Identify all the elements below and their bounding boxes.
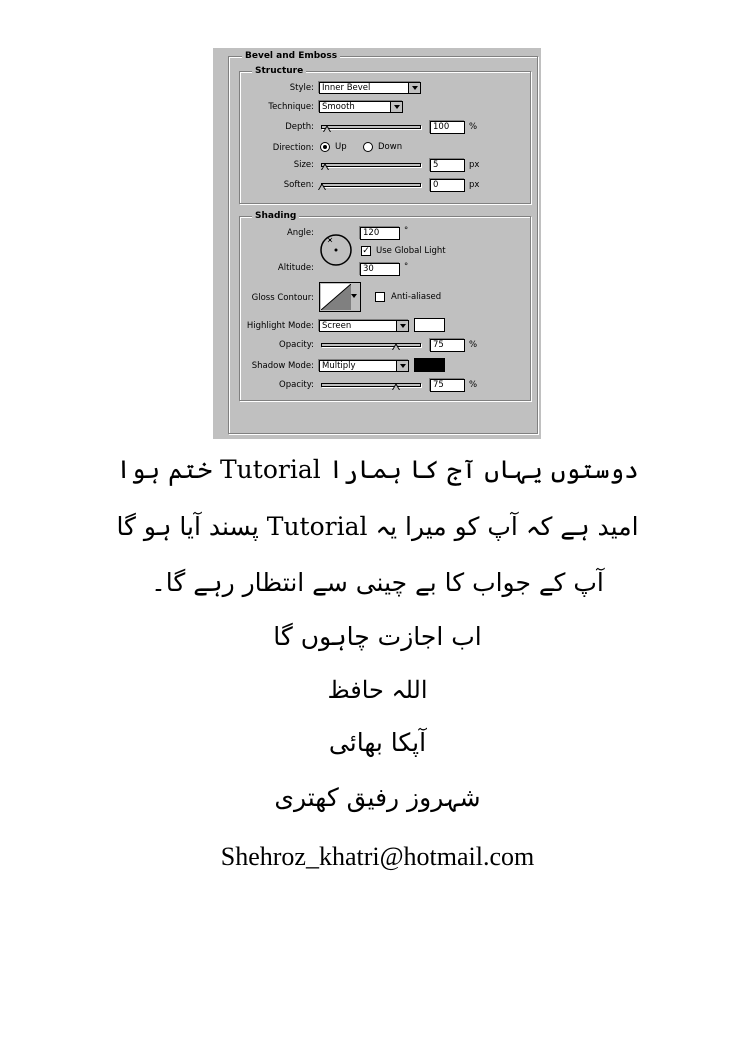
shadow-mode-dropdown[interactable] [319,360,409,372]
highlight-mode-value: Screen [322,321,352,331]
depth-label: Depth: [285,122,314,132]
message-line-2: امید ہے کہ آپ کو میرا یہ Tutorial پسند آیا ہو گا [116,512,639,541]
shadow-mode-label: Shadow Mode: [251,361,314,371]
gloss-contour-label: Gloss Contour: [251,293,314,303]
use-global-light-label[interactable]: Use Global Light [376,246,446,256]
soften-label: Soften: [283,180,314,190]
altitude-label: Altitude: [277,263,314,273]
structure-legend: Structure [252,66,306,77]
bevel-emboss-dialog [213,48,541,439]
message-line-5: اللہ حافظ [327,676,428,704]
angle-label: Angle: [286,228,314,238]
shadow-opacity-unit: % [469,380,478,390]
highlight-mode-dropdown[interactable] [319,320,409,332]
angle-dial-icon[interactable] [319,233,353,267]
contour-preview-icon [321,284,351,310]
shading-legend: Shading [252,211,299,222]
style-label: Style: [289,83,314,93]
technique-dropdown[interactable] [319,101,403,113]
style-dropdown[interactable] [319,82,421,94]
anti-aliased-label[interactable]: Anti-aliased [391,292,442,302]
depth-slider[interactable] [321,125,421,129]
anti-aliased-checkbox[interactable] [375,292,385,302]
chevron-down-icon[interactable] [396,361,408,371]
soften-unit: px [469,180,480,190]
direction-down-radio[interactable] [363,142,373,152]
message-line-1: دوستوں یہاں آج کا ہمارا Tutorial ختم ہوا [116,455,639,484]
depth-unit: % [469,122,478,132]
direction-up-label[interactable]: Up [335,142,347,152]
size-label: Size: [293,160,314,170]
shadow-opacity-label: Opacity: [279,380,314,390]
highlight-mode-label: Highlight Mode: [246,321,314,331]
soften-slider[interactable] [321,183,421,187]
depth-slider-thumb[interactable] [323,125,331,132]
size-slider-thumb[interactable] [321,163,329,170]
highlight-color-swatch[interactable] [414,318,445,332]
depth-input[interactable]: 100 [430,121,465,134]
direction-label: Direction: [272,143,314,153]
soften-input[interactable]: 0 [430,179,465,192]
shadow-color-swatch[interactable] [414,358,445,372]
message-line-3: آپ کے جواب کا بے چینی سے انتظار رہے گا۔ [151,568,604,597]
style-value: Inner Bevel [322,83,371,93]
message-line-4: اب اجازت چاہوں گا [273,622,482,651]
shadow-opacity-input[interactable]: 75 [430,379,465,392]
message-line-6: آپکا بھائی [328,728,427,757]
highlight-opacity-unit: % [469,340,478,350]
message-line-7: شہروز رفیق کھتری [274,783,481,812]
chevron-down-icon[interactable] [396,321,408,331]
direction-up-radio[interactable] [320,142,330,152]
technique-label: Technique: [268,102,314,112]
shadow-opacity-slider[interactable] [321,383,421,387]
altitude-degree: ° [404,262,409,272]
chevron-down-icon[interactable] [390,102,402,112]
highlight-opacity-input[interactable]: 75 [430,339,465,352]
direction-down-label[interactable]: Down [378,142,403,152]
highlight-opacity-label: Opacity: [279,340,314,350]
angle-degree: ° [404,226,409,236]
shadow-opacity-slider-thumb[interactable] [392,383,400,390]
use-global-light-checkbox[interactable]: ✓ [362,246,370,256]
author-email[interactable]: Shehroz_khatri@hotmail.com [220,842,535,871]
shadow-mode-value: Multiply [322,361,356,371]
soften-slider-thumb[interactable] [318,183,326,190]
angle-input[interactable]: 120 [360,227,400,240]
chevron-down-icon[interactable] [408,83,420,93]
size-slider[interactable] [321,163,421,167]
chevron-down-icon[interactable] [351,294,357,298]
technique-value: Smooth [322,102,355,112]
highlight-opacity-slider[interactable] [321,343,421,347]
dialog-title: Bevel and Emboss [242,51,340,62]
size-input[interactable]: 5 [430,159,465,172]
highlight-opacity-slider-thumb[interactable] [392,343,400,350]
altitude-input[interactable]: 30 [360,263,400,276]
shading-group [239,216,531,401]
gloss-contour-picker[interactable] [319,282,361,312]
size-unit: px [469,160,480,170]
